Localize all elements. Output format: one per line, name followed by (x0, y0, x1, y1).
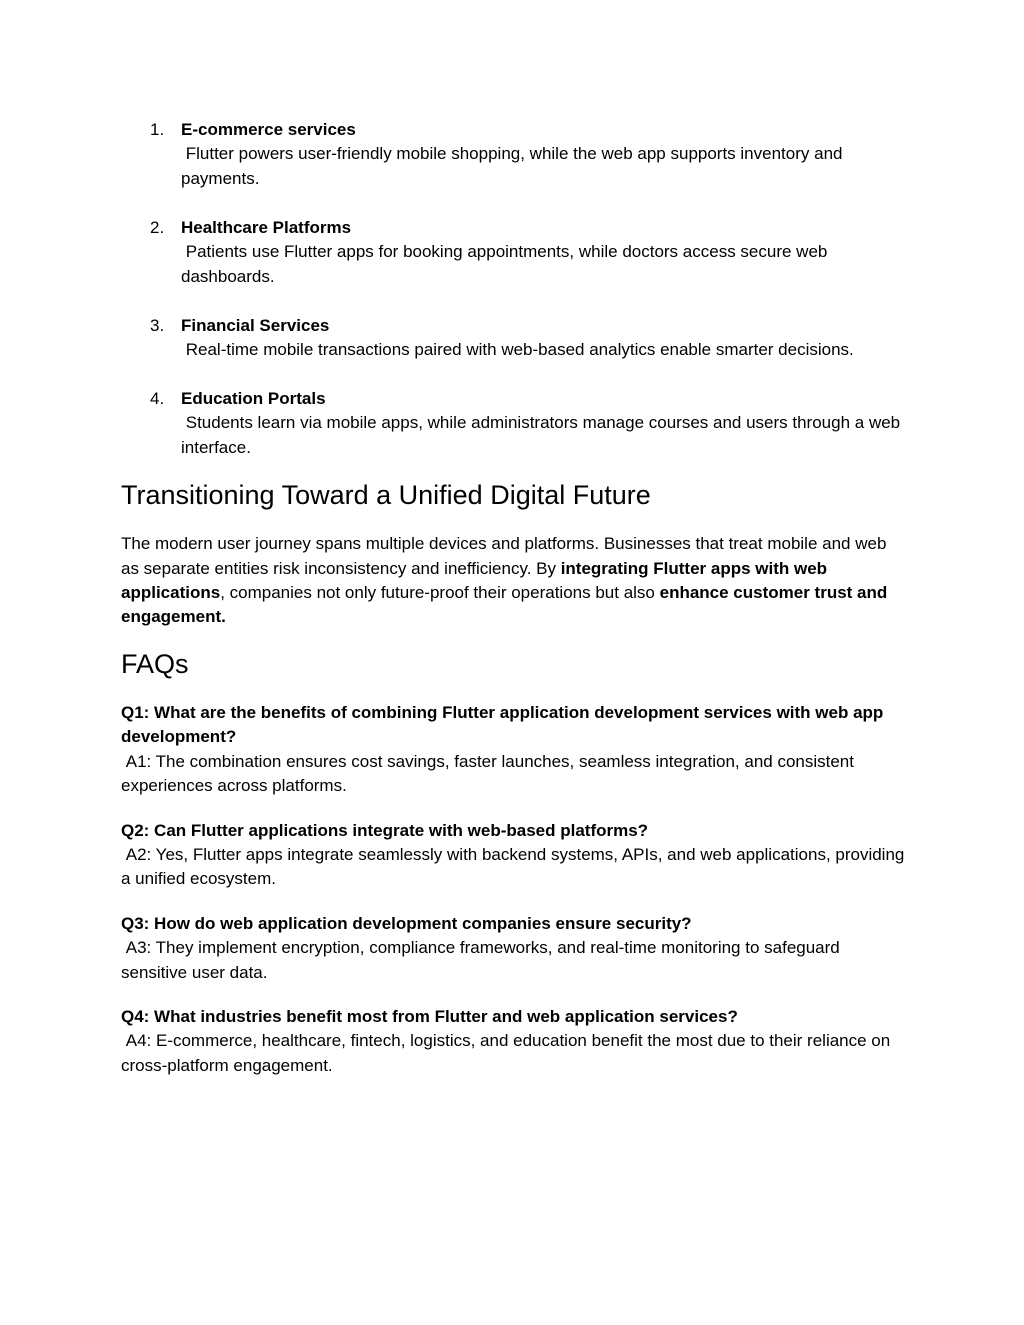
faq-question: Q2: Can Flutter applications integrate with web-based platforms? (121, 820, 649, 840)
faq-answer: A3: They implement encryption, compliance frameworks, and real-time monitoring to safeguard sensitive user data. (121, 938, 845, 982)
list-item (121, 216, 906, 289)
list-item-title: Financial Services (181, 315, 330, 335)
list-item-description: Real-time mobile transactions paired with web-based analytics enable smarter decisions. (181, 340, 854, 360)
faq-item (121, 912, 906, 985)
list-item (121, 314, 906, 363)
faq-item (121, 701, 906, 799)
list-item-description: Patients use Flutter apps for booking appointments, while doctors access secure web dashboards. (181, 242, 833, 286)
section-heading-faqs: FAQs (121, 648, 189, 679)
list-item (121, 118, 906, 191)
paragraph-bold-text: integrating Flutter apps with web applications (121, 558, 828, 603)
list-number: 3. (150, 315, 165, 335)
paragraph-bold-text: enhance customer trust and engagement. (121, 583, 888, 627)
faq-item (121, 819, 910, 892)
list-number: 4. (150, 389, 165, 409)
paragraph-text: , companies not only future-proof their operations but also (220, 583, 660, 603)
list-item-title: E-commerce services (181, 120, 356, 139)
use-case-list (121, 118, 906, 460)
faq-question: Q1: What are the benefits of combining Flutter application development services with web app development? (121, 702, 884, 747)
list-item-description: Flutter powers user-friendly mobile shopping, while the web app supports inventory and payments. (181, 144, 848, 188)
paragraph-text: The modern user journey spans multiple devices and platforms. Businesses that treat mobile and web as separate entities risk inconsistency and inefficiency. By (121, 534, 887, 578)
faq-question: Q4: What industries benefit most from Flutter and web application services? (121, 1006, 738, 1026)
list-item (121, 387, 906, 460)
list-number: 1. (150, 120, 165, 139)
list-item-title: Healthcare Platforms (181, 217, 352, 237)
list-item-title: Education Portals (181, 389, 326, 409)
faq-answer: A4: E-commerce, healthcare, fintech, logistics, and education benefit the most due to their reliance on cross-platform engagement. (121, 1031, 895, 1075)
faq-question: Q3: How do web application development companies ensure security? (121, 913, 692, 933)
document-page (121, 118, 910, 1078)
faq-answer: A1: The combination ensures cost savings, faster launches, seamless integration, and consistent experiences across platforms. (121, 751, 859, 796)
list-item-description: Students learn via mobile apps, while administrators manage courses and users through a web interface. (181, 413, 905, 457)
faq-answer: A2: Yes, Flutter apps integrate seamlessly with backend systems, APIs, and web applications, providing a unified ecosystem. (121, 844, 910, 889)
section-heading-transition: Transitioning Toward a Unified Digital Future (121, 480, 651, 511)
list-number: 2. (150, 217, 165, 237)
transition-paragraph (121, 532, 906, 630)
faq-item (121, 1005, 906, 1078)
